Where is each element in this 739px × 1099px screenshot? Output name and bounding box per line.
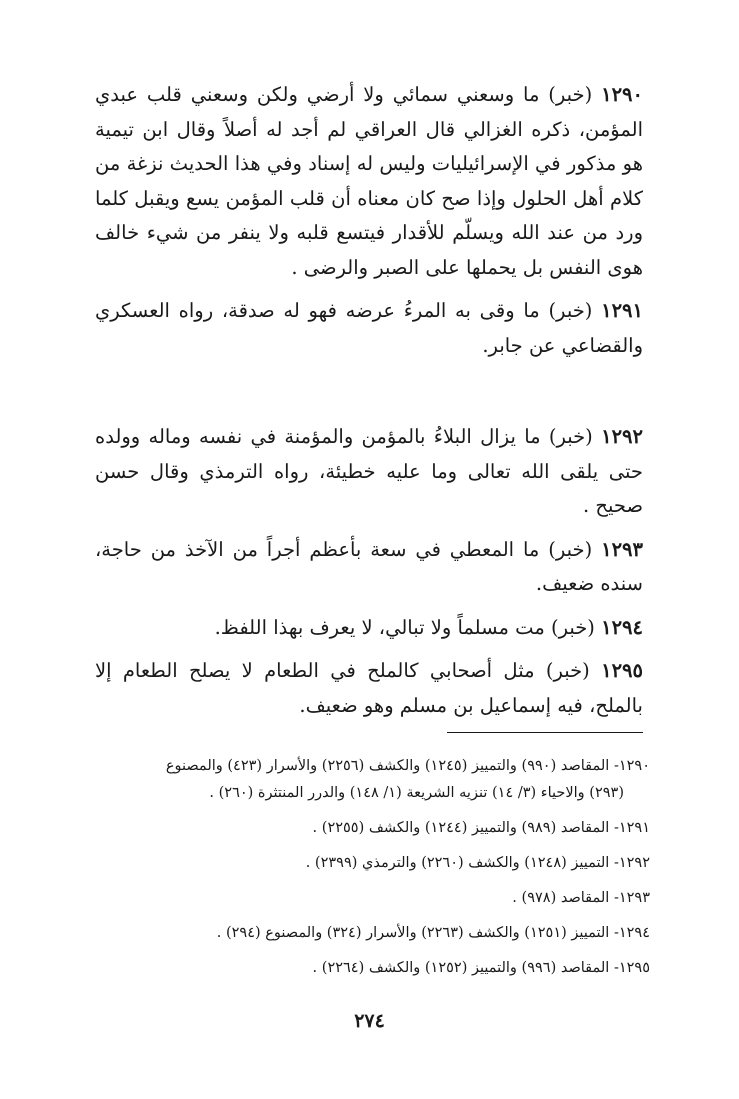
hadith-entry-1291 bbox=[95, 294, 643, 363]
entry-number: ١٢٩٢ bbox=[601, 425, 644, 448]
footnote-text: - المقاصد (٩٩٠) والتمييز (١٢٤٥) والكشف (٢٢٥٦) والأسرار (٤٢٣) والمصنوع bbox=[165, 758, 619, 774]
entry-number: ١٢٩١ bbox=[601, 299, 643, 322]
footnote-text: - المقاصد (٩٨٩) والتمييز (١٢٤٤) والكشف (٢٢٥٥) . bbox=[312, 820, 619, 836]
entry-number: ١٢٩٤ bbox=[601, 615, 643, 639]
footnote-text: - المقاصد (٩٩٦) والتمييز (١٢٥٢) والكشف (٢٢٦٤) . bbox=[312, 960, 619, 976]
entry-text: (خبر) ما المعطي في سعة بأعظم أجراً من الآخذ من حاجة، سنده ضعيف. bbox=[95, 537, 643, 595]
entry-text: (خبر) مثل أصحابي كالملح في الطعام لا يصلح الطعام إلا بالملح، فيه إسماعيل بن مسلم وهو ضعيف. bbox=[95, 659, 643, 717]
entry-text: (خبر) ما وسعني سمائي ولا أرضي ولكن وسعني قلب عبدي المؤمن، ذكره الغزالي قال العراقي لم أجد له أصلاً وقال ابن تيمية هو مذكور في الإسرائيليات وليس له إسناد وفي هذا الحديث نزغة من كلام أهل الحلول وإذا صح كان معناه أن قلب المؤمن يسع ويقبل كلما ورد من عند الله ويسلّم للأقدار فيتسع قلبه ولا ينفر من شيء خالف هوى النفس بل يحملها على الصبر والرضى . bbox=[95, 83, 643, 279]
footnote-1292 bbox=[95, 850, 650, 877]
footnotes bbox=[95, 753, 650, 990]
entry-number: ١٢٩٣ bbox=[601, 537, 643, 561]
footnote-divider bbox=[447, 732, 643, 733]
footnote-1290 bbox=[95, 753, 650, 807]
hadith-entry-1293 bbox=[95, 533, 643, 602]
footnote-number: ١٢٩١ bbox=[618, 820, 650, 836]
hadith-entry-1295 bbox=[95, 654, 643, 723]
footnote-number: ١٢٩٢ bbox=[618, 855, 650, 871]
entry-number: ١٢٩٠ bbox=[601, 83, 643, 106]
footnote-continuation: (٢٩٣) والاحياء (٣/ ١٤) تنزيه الشريعة (١/ ١٤٨) والدرر المنتثرة (٢٦٠) . bbox=[209, 785, 624, 801]
footnote-number: ١٢٩٥ bbox=[618, 960, 650, 976]
footnote-number: ١٢٩٠ bbox=[618, 758, 650, 774]
hadith-entry-1294 bbox=[95, 611, 643, 646]
footnote-text: - التمييز (١٢٤٨) والكشف (٢٢٦٠) والترمذي (٢٣٩٩) . bbox=[305, 855, 619, 871]
footnote-1293 bbox=[95, 885, 650, 912]
footnote-1294 bbox=[95, 920, 650, 947]
footnote-1291 bbox=[95, 815, 650, 842]
footnote-number: ١٢٩٣ bbox=[618, 890, 650, 906]
hadith-entry-1292 bbox=[95, 420, 643, 524]
footnote-number: ١٢٩٤ bbox=[618, 925, 650, 941]
page-number: ٢٧٤ bbox=[354, 1010, 385, 1032]
main-text bbox=[95, 78, 643, 723]
footnote-text: - التمييز (١٢٥١) والكشف (٢٢٦٣) والأسرار (٣٢٤) والمصنوع (٢٩٤) . bbox=[216, 925, 619, 941]
entry-text: (خبر) ما يزال البلاءُ بالمؤمن والمؤمنة في نفسه وماله وولده حتى يلقى الله تعالى وما عليه خطيئة، رواه الترمذي وقال حسن صحيح . bbox=[95, 425, 643, 517]
hadith-entry-1290 bbox=[95, 78, 643, 285]
entry-number: ١٢٩٥ bbox=[601, 659, 643, 682]
footnote-1295 bbox=[95, 955, 650, 982]
entry-text: (خبر) مت مسلماً ولا تبالي، لا يعرف بهذا اللفظ. bbox=[214, 615, 595, 639]
entry-text: (خبر) ما وقى به المرءُ عرضه فهو له صدقة، رواه العسكري والقضاعي عن جابر. bbox=[95, 299, 643, 357]
footnote-text: - المقاصد (٩٧٨) . bbox=[512, 890, 619, 906]
